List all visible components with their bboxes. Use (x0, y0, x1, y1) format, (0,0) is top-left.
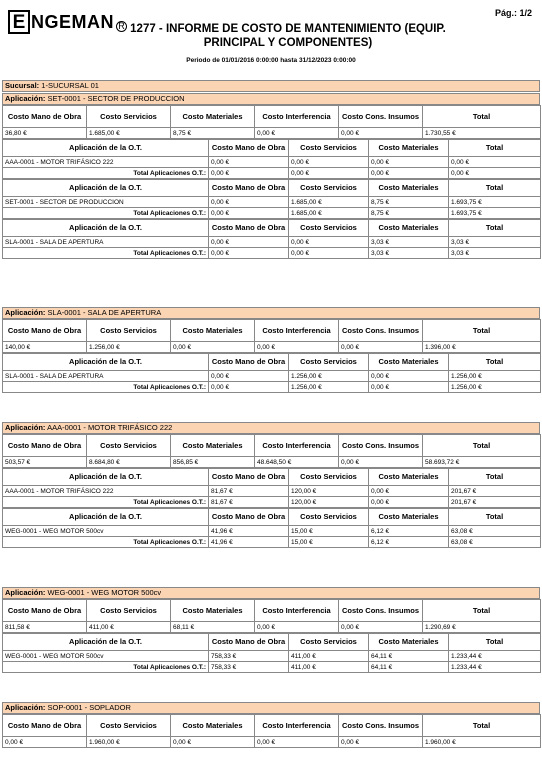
ot-total-value: 41,96 € (209, 537, 289, 548)
summary-col-header: Costo Cons. Insumos (339, 320, 423, 342)
summary-col-header: Costo Cons. Insumos (339, 106, 423, 128)
ot-total-value: 1.256,00 € (449, 382, 541, 393)
ot-total-row (3, 208, 541, 219)
ot-col-header: Costo Mano de Obra (209, 509, 289, 526)
page-number: Pág.: 1/2 (494, 8, 532, 18)
summary-header-row (3, 106, 541, 128)
summary-value: 503,57 € (3, 457, 87, 468)
summary-col-header: Costo Materiales (171, 600, 255, 622)
ot-total-value: 0,00 € (449, 168, 541, 179)
title-line-2: PRINCIPAL Y COMPONENTES) (203, 37, 373, 49)
ot-value: 0,00 € (449, 157, 541, 168)
summary-value: 58.693,72 € (423, 457, 541, 468)
ot-value: 15,00 € (289, 526, 369, 537)
ot-name: WEG-0001 - WEG MOTOR 500cv (3, 651, 209, 662)
ot-row (3, 526, 541, 537)
ot-table (2, 508, 541, 548)
ot-value: 411,00 € (289, 651, 369, 662)
application-block (2, 307, 540, 393)
ot-total-row (3, 248, 541, 259)
summary-value: 0,00 € (255, 342, 339, 353)
summary-col-header: Costo Interferencia (255, 106, 339, 128)
summary-col-header: Costo Servicios (87, 715, 171, 737)
ot-name: SLA-0001 - SALA DE APERTURA (3, 237, 209, 248)
summary-value-row (3, 342, 541, 353)
summary-value: 0,00 € (255, 737, 339, 748)
summary-header-row (3, 715, 541, 737)
ot-header-row (3, 220, 541, 237)
summary-value: 140,00 € (3, 342, 87, 353)
application-title (2, 307, 540, 319)
ot-header-row (3, 140, 541, 157)
ot-table (2, 179, 541, 219)
ot-value: 81,67 € (209, 486, 289, 497)
ot-col-header: Aplicación de la O.T. (3, 180, 209, 197)
logo-letter: E (8, 10, 30, 34)
ot-value: 6,12 € (369, 526, 449, 537)
ot-col-header: Total (449, 509, 541, 526)
application-name: WEG-0001 - WEG MOTOR 500cv (47, 588, 162, 597)
ot-row (3, 486, 541, 497)
application-block (2, 93, 540, 259)
application-summary-table (2, 599, 541, 633)
ot-total-value: 0,00 € (369, 497, 449, 508)
summary-value: 1.256,00 € (87, 342, 171, 353)
registered-icon: R (116, 21, 127, 32)
summary-value: 411,00 € (87, 622, 171, 633)
ot-value: 1.256,00 € (289, 371, 369, 382)
ot-value: 3,03 € (449, 237, 541, 248)
ot-value: 0,00 € (209, 157, 289, 168)
ot-col-header: Costo Materiales (369, 180, 449, 197)
ot-col-header: Costo Mano de Obra (209, 220, 289, 237)
ot-row (3, 371, 541, 382)
ot-col-header: Costo Mano de Obra (209, 354, 289, 371)
ot-col-header: Costo Servicios (289, 634, 369, 651)
ot-total-label: Total Aplicaciones O.T.: (3, 248, 209, 259)
summary-header-row (3, 320, 541, 342)
ot-value: 758,33 € (209, 651, 289, 662)
ot-table (2, 353, 541, 393)
ot-total-row (3, 382, 541, 393)
summary-value: 0,00 € (255, 128, 339, 139)
summary-value-row (3, 128, 541, 139)
ot-col-header: Costo Materiales (369, 509, 449, 526)
ot-total-value: 201,67 € (449, 497, 541, 508)
ot-name: WEG-0001 - WEG MOTOR 500cv (3, 526, 209, 537)
application-name: AAA-0001 - MOTOR TRIFÁSICO 222 (47, 423, 173, 432)
summary-value-row (3, 622, 541, 633)
summary-col-header: Costo Materiales (171, 715, 255, 737)
report-period: Periodo de 01/01/2016 0:00:00 hasta 31/12/2023 0:00:00 (186, 57, 356, 64)
summary-value: 1.396,00 € (423, 342, 541, 353)
summary-col-header: Costo Mano de Obra (3, 715, 87, 737)
ot-col-header: Costo Materiales (369, 634, 449, 651)
summary-value: 1.730,55 € (423, 128, 541, 139)
ot-value: 41,96 € (209, 526, 289, 537)
ot-total-row (3, 497, 541, 508)
ot-total-value: 1.233,44 € (449, 662, 541, 673)
ot-table (2, 468, 541, 508)
ot-col-header: Total (449, 140, 541, 157)
ot-total-value: 63,08 € (449, 537, 541, 548)
ot-col-header: Total (449, 180, 541, 197)
summary-value: 8,75 € (171, 128, 255, 139)
ot-value: 1.685,00 € (289, 197, 369, 208)
application-summary-table (2, 714, 541, 748)
ot-col-header: Costo Materiales (369, 140, 449, 157)
summary-col-header: Total (423, 320, 541, 342)
summary-value: 856,85 € (171, 457, 255, 468)
application-label: Aplicación: (5, 588, 46, 597)
summary-col-header: Total (423, 715, 541, 737)
ot-col-header: Aplicación de la O.T. (3, 354, 209, 371)
summary-col-header: Costo Materiales (171, 106, 255, 128)
title-line-1: 1277 - INFORME DE COSTO DE MANTENIMIENTO (EQUIP. (130, 23, 446, 35)
summary-col-header: Costo Interferencia (255, 600, 339, 622)
application-name: SOP-0001 - SOPLADOR (47, 703, 131, 712)
summary-value: 0,00 € (339, 457, 423, 468)
application-title (2, 422, 540, 434)
engeman-logo (8, 10, 127, 34)
ot-value: 1.256,00 € (449, 371, 541, 382)
ot-col-header: Total (449, 220, 541, 237)
ot-col-header: Total (449, 469, 541, 486)
summary-value-row (3, 737, 541, 748)
ot-value: 0,00 € (289, 157, 369, 168)
summary-col-header: Total (423, 435, 541, 457)
summary-value: 0,00 € (339, 128, 423, 139)
ot-col-header: Aplicación de la O.T. (3, 634, 209, 651)
summary-col-header: Costo Mano de Obra (3, 106, 87, 128)
summary-col-header: Costo Servicios (87, 435, 171, 457)
application-block (2, 702, 540, 748)
report-title (128, 22, 448, 50)
ot-header-row (3, 509, 541, 526)
summary-value: 0,00 € (171, 342, 255, 353)
ot-value: 0,00 € (209, 197, 289, 208)
summary-value: 1.960,00 € (423, 737, 541, 748)
application-title (2, 93, 540, 105)
application-title (2, 702, 540, 714)
summary-value: 1.290,69 € (423, 622, 541, 633)
ot-row (3, 157, 541, 168)
application-summary-table (2, 434, 541, 468)
logo-text: NGEMAN (31, 12, 114, 32)
summary-col-header: Costo Mano de Obra (3, 435, 87, 457)
ot-value: 1.233,44 € (449, 651, 541, 662)
ot-total-value: 411,00 € (289, 662, 369, 673)
ot-total-row (3, 537, 541, 548)
summary-value-row (3, 457, 541, 468)
summary-col-header: Costo Cons. Insumos (339, 435, 423, 457)
summary-col-header: Costo Mano de Obra (3, 320, 87, 342)
summary-value: 0,00 € (339, 622, 423, 633)
summary-col-header: Costo Interferencia (255, 320, 339, 342)
ot-value: 0,00 € (369, 157, 449, 168)
summary-col-header: Total (423, 106, 541, 128)
ot-row (3, 197, 541, 208)
ot-total-label: Total Aplicaciones O.T.: (3, 662, 209, 673)
summary-value: 36,80 € (3, 128, 87, 139)
application-title (2, 587, 540, 599)
summary-col-header: Costo Materiales (171, 435, 255, 457)
sucursal-value: 1-SUCURSAL 01 (41, 81, 99, 90)
summary-value: 68,11 € (171, 622, 255, 633)
summary-col-header: Costo Servicios (87, 600, 171, 622)
ot-value: 64,11 € (369, 651, 449, 662)
summary-header-row (3, 600, 541, 622)
ot-total-value: 1.693,75 € (449, 208, 541, 219)
ot-total-row (3, 662, 541, 673)
summary-value: 0,00 € (255, 622, 339, 633)
summary-col-header: Costo Mano de Obra (3, 600, 87, 622)
ot-value: 3,03 € (369, 237, 449, 248)
ot-total-value: 81,67 € (209, 497, 289, 508)
ot-col-header: Total (449, 354, 541, 371)
summary-value: 1.685,00 € (87, 128, 171, 139)
ot-name: AAA-0001 - MOTOR TRIFÁSICO 222 (3, 486, 209, 497)
summary-value: 0,00 € (171, 737, 255, 748)
ot-col-header: Costo Mano de Obra (209, 140, 289, 157)
ot-value: 63,08 € (449, 526, 541, 537)
ot-total-label: Total Aplicaciones O.T.: (3, 537, 209, 548)
ot-col-header: Costo Servicios (289, 509, 369, 526)
ot-total-value: 758,33 € (209, 662, 289, 673)
ot-col-header: Costo Mano de Obra (209, 469, 289, 486)
ot-total-value: 0,00 € (369, 168, 449, 179)
ot-name: SET-0001 - SECTOR DE PRODUCCION (3, 197, 209, 208)
ot-value: 201,67 € (449, 486, 541, 497)
ot-total-value: 3,03 € (369, 248, 449, 259)
sucursal-label: Sucursal: (5, 81, 40, 90)
summary-value: 0,00 € (339, 737, 423, 748)
application-block (2, 422, 540, 548)
ot-row (3, 237, 541, 248)
ot-row (3, 651, 541, 662)
ot-total-value: 0,00 € (209, 382, 289, 393)
summary-value: 0,00 € (3, 737, 87, 748)
ot-col-header: Costo Servicios (289, 469, 369, 486)
ot-total-value: 64,11 € (369, 662, 449, 673)
ot-total-value: 3,03 € (449, 248, 541, 259)
application-summary-table (2, 105, 541, 139)
ot-col-header: Aplicación de la O.T. (3, 469, 209, 486)
summary-header-row (3, 435, 541, 457)
ot-total-value: 0,00 € (209, 248, 289, 259)
ot-total-value: 1.256,00 € (289, 382, 369, 393)
ot-col-header: Costo Materiales (369, 354, 449, 371)
ot-col-header: Costo Servicios (289, 180, 369, 197)
ot-col-header: Costo Materiales (369, 469, 449, 486)
ot-col-header: Aplicación de la O.T. (3, 509, 209, 526)
ot-total-row (3, 168, 541, 179)
summary-col-header: Costo Interferencia (255, 435, 339, 457)
ot-total-value: 6,12 € (369, 537, 449, 548)
ot-col-header: Costo Mano de Obra (209, 180, 289, 197)
application-name: SLA-0001 - SALA DE APERTURA (47, 308, 162, 317)
ot-col-header: Costo Materiales (369, 220, 449, 237)
summary-value: 811,58 € (3, 622, 87, 633)
summary-col-header: Costo Servicios (87, 106, 171, 128)
ot-total-value: 120,00 € (289, 497, 369, 508)
ot-name: SLA-0001 - SALA DE APERTURA (3, 371, 209, 382)
application-label: Aplicación: (5, 94, 46, 103)
ot-col-header: Aplicación de la O.T. (3, 220, 209, 237)
ot-value: 0,00 € (369, 486, 449, 497)
ot-col-header: Costo Servicios (289, 140, 369, 157)
ot-name: AAA-0001 - MOTOR TRIFÁSICO 222 (3, 157, 209, 168)
ot-col-header: Costo Mano de Obra (209, 634, 289, 651)
ot-header-row (3, 354, 541, 371)
ot-total-label: Total Aplicaciones O.T.: (3, 168, 209, 179)
summary-value: 48.648,50 € (255, 457, 339, 468)
ot-total-value: 15,00 € (289, 537, 369, 548)
ot-value: 8,75 € (369, 197, 449, 208)
application-summary-table (2, 319, 541, 353)
ot-total-value: 8,75 € (369, 208, 449, 219)
ot-total-value: 0,00 € (289, 248, 369, 259)
ot-col-header: Total (449, 634, 541, 651)
application-block (2, 587, 540, 673)
ot-value: 0,00 € (369, 371, 449, 382)
application-label: Aplicación: (5, 308, 46, 317)
summary-col-header: Costo Materiales (171, 320, 255, 342)
ot-value: 120,00 € (289, 486, 369, 497)
ot-header-row (3, 634, 541, 651)
ot-total-value: 0,00 € (369, 382, 449, 393)
ot-header-row (3, 180, 541, 197)
ot-header-row (3, 469, 541, 486)
ot-value: 0,00 € (209, 237, 289, 248)
ot-col-header: Costo Servicios (289, 220, 369, 237)
ot-value: 0,00 € (209, 371, 289, 382)
application-label: Aplicación: (5, 703, 46, 712)
summary-value: 1.960,00 € (87, 737, 171, 748)
ot-table (2, 139, 541, 179)
summary-col-header: Costo Servicios (87, 320, 171, 342)
summary-col-header: Costo Cons. Insumos (339, 600, 423, 622)
ot-col-header: Costo Servicios (289, 354, 369, 371)
summary-value: 8.684,80 € (87, 457, 171, 468)
summary-value: 0,00 € (339, 342, 423, 353)
summary-col-header: Costo Interferencia (255, 715, 339, 737)
ot-total-label: Total Aplicaciones O.T.: (3, 382, 209, 393)
sucursal-header (2, 80, 540, 92)
ot-total-value: 0,00 € (209, 168, 289, 179)
ot-total-value: 0,00 € (209, 208, 289, 219)
ot-table (2, 219, 541, 259)
ot-value: 1.693,75 € (449, 197, 541, 208)
application-label: Aplicación: (5, 423, 46, 432)
ot-total-label: Total Aplicaciones O.T.: (3, 208, 209, 219)
summary-col-header: Costo Cons. Insumos (339, 715, 423, 737)
ot-total-value: 0,00 € (289, 168, 369, 179)
ot-value: 0,00 € (289, 237, 369, 248)
report-header (0, 0, 542, 78)
ot-table (2, 633, 541, 673)
ot-total-value: 1.685,00 € (289, 208, 369, 219)
application-name: SET-0001 - SECTOR DE PRODUCCION (47, 94, 185, 103)
ot-col-header: Aplicación de la O.T. (3, 140, 209, 157)
ot-total-label: Total Aplicaciones O.T.: (3, 497, 209, 508)
summary-col-header: Total (423, 600, 541, 622)
